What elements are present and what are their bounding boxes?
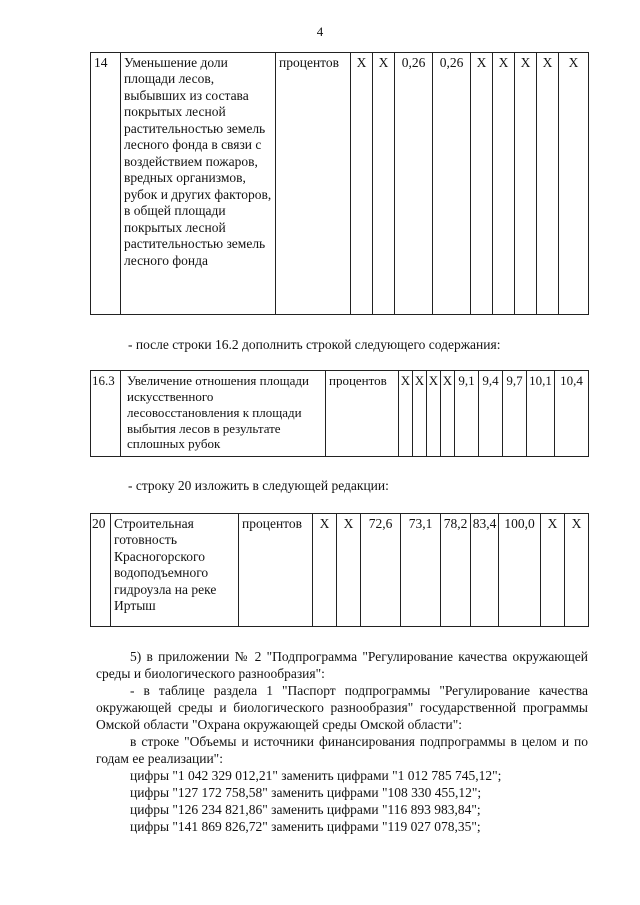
indicator-table-row-20 (90, 513, 589, 627)
row-description: Увеличение отношения площади искусственного лесовосстановления к площади выбытия лесов в результате сплошных рубок (121, 371, 326, 457)
value-cell: X (427, 371, 441, 457)
value-cell: 10,4 (555, 371, 589, 457)
instruction-add-row: - после строки 16.2 дополнить строкой следующего содержания: (128, 337, 501, 352)
row-unit: процентов (326, 371, 399, 457)
value-cell: X (537, 53, 559, 315)
row-description: Строительная готовность Красногорского водоподъемного гидроузла на реке Иртыш (111, 514, 239, 627)
value-cell: 78,2 (441, 514, 471, 627)
value-cell: 73,1 (401, 514, 441, 627)
replacement-line: цифры "141 869 826,72" заменить цифрами "119 027 078,35"; (130, 819, 481, 834)
value-cell: 9,4 (479, 371, 503, 457)
value-cell: 100,0 (499, 514, 541, 627)
value-cell: 9,7 (503, 371, 527, 457)
value-cell: X (493, 53, 515, 315)
row-unit: процентов (239, 514, 313, 627)
value-cell: 72,6 (361, 514, 401, 627)
value-cell: X (351, 53, 373, 315)
value-cell: X (413, 371, 427, 457)
value-cell: 0,26 (395, 53, 433, 315)
indicator-table-row-16-3 (90, 370, 589, 457)
value-cell: 0,26 (433, 53, 471, 315)
value-cell: X (559, 53, 589, 315)
value-cell: 9,1 (455, 371, 479, 457)
value-cell: X (441, 371, 455, 457)
row-number: 16.3 (91, 371, 121, 457)
instruction-replace-row: - строку 20 изложить в следующей редакции: (128, 478, 389, 493)
indicator-table-row-14 (90, 52, 589, 315)
row-number: 20 (91, 514, 111, 627)
value-cell: X (515, 53, 537, 315)
row-description: Уменьшение доли площади лесов, выбывших из состава покрытых лесной растительностью земель лесного фонда в связи с воздействием пожаров, вредных организмов, рубок и других факторов, в общей площади покрытых лесной растительностью земель лесного фонда (121, 53, 276, 315)
body-text (96, 648, 588, 835)
value-cell: X (541, 514, 565, 627)
paragraph-financing-row: в строке "Объемы и источники финансирования подпрограммы в целом и по годам ее реализации": (96, 734, 588, 766)
paragraph-passport-table: - в таблице раздела 1 "Паспорт подпрограммы "Регулирование качества окружающей среды и биологического разнообразия" государственной программы Омской области "Охрана окружающей среды Омской области": (96, 683, 588, 732)
value-cell: 83,4 (471, 514, 499, 627)
paragraph-appendix-2: 5) в приложении № 2 "Подпрограмма "Регулирование качества окружающей среды и биологического разнообразия": (96, 649, 588, 681)
value-cell: X (337, 514, 361, 627)
value-cell: 10,1 (527, 371, 555, 457)
replacement-line: цифры "126 234 821,86" заменить цифрами "116 893 983,84"; (130, 802, 481, 817)
replacement-line: цифры "127 172 758,58" заменить цифрами "108 330 455,12"; (130, 785, 482, 800)
value-cell: X (471, 53, 493, 315)
value-cell: X (313, 514, 337, 627)
page-number: 4 (316, 24, 324, 39)
row-unit: процентов (276, 53, 351, 315)
value-cell: X (373, 53, 395, 315)
replacement-line: цифры "1 042 329 012,21" заменить цифрами "1 012 785 745,12"; (130, 768, 502, 783)
value-cell: X (565, 514, 589, 627)
value-cell: X (399, 371, 413, 457)
row-number: 14 (91, 53, 121, 315)
